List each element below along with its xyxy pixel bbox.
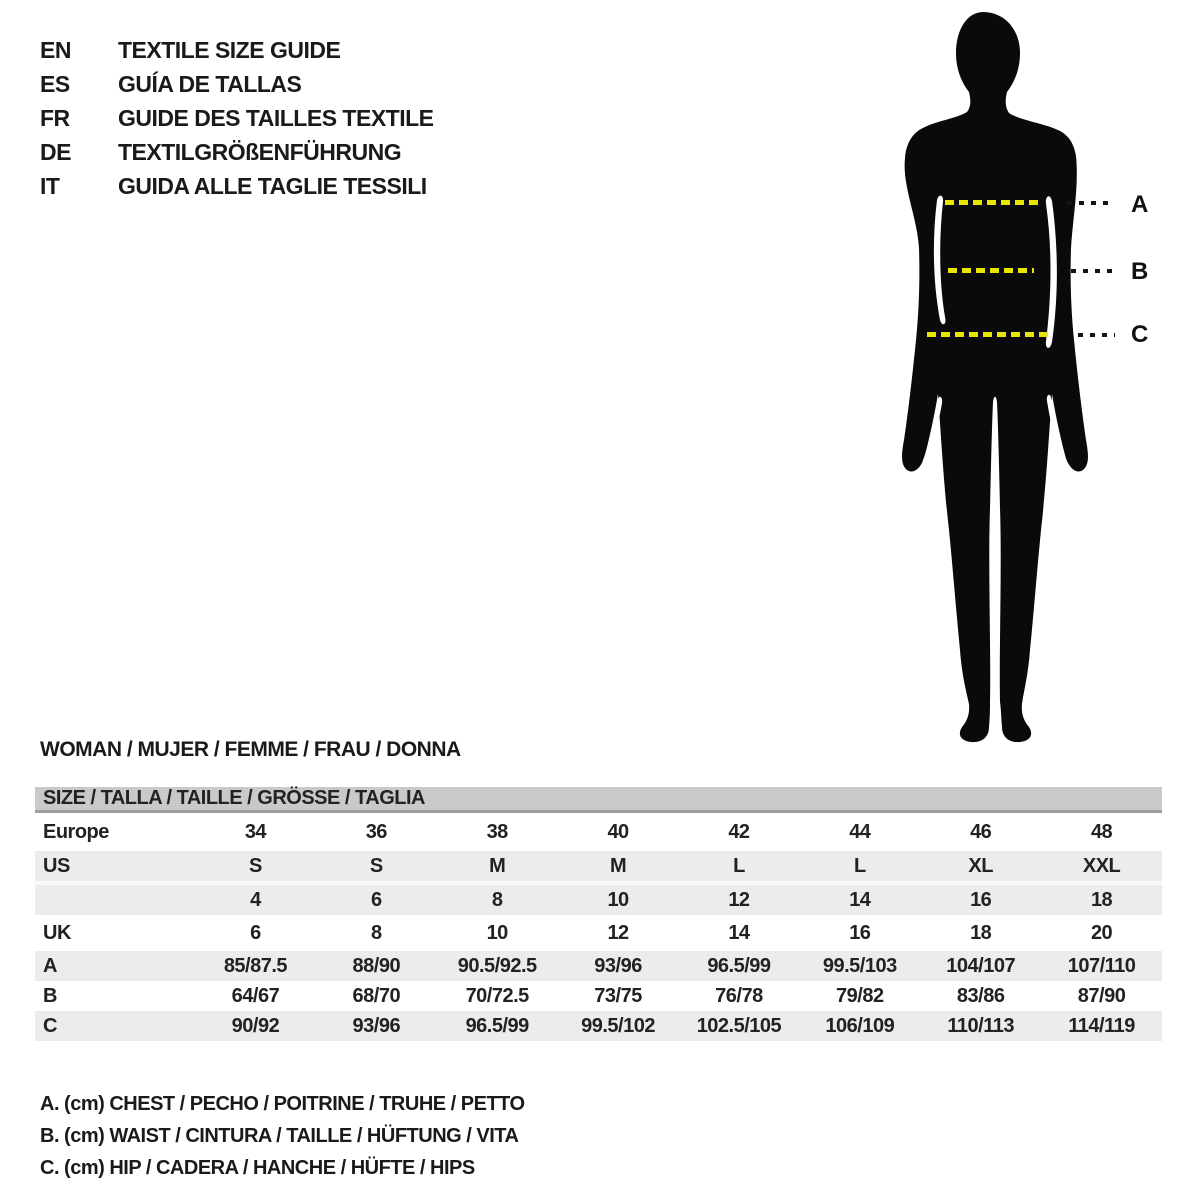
- size-cell: 6: [195, 915, 316, 951]
- section-title: WOMAN / MUJER / FEMME / FRAU / DONNA: [40, 738, 461, 761]
- lang-title: GUIDA ALLE TAGLIE TESSILI: [118, 172, 427, 199]
- size-cell: S: [195, 851, 316, 885]
- silhouette-body: [902, 12, 1088, 742]
- size-cell: 8: [316, 915, 437, 951]
- row-label: UK: [35, 915, 195, 951]
- size-cell: 20: [1041, 915, 1162, 951]
- measure-legend: [40, 1093, 525, 1189]
- size-cell: 38: [437, 814, 558, 851]
- size-cell: 6: [316, 885, 437, 915]
- size-cell: 8: [437, 885, 558, 915]
- woman-silhouette: [893, 8, 1123, 743]
- legend-chest: A. (cm) CHEST / PECHO / POITRINE / TRUHE / PETTO: [40, 1093, 525, 1115]
- size-cell: 68/70: [316, 981, 437, 1011]
- chest-letter: A: [1131, 191, 1149, 218]
- size-cell: 79/82: [799, 981, 920, 1011]
- size-cell: XXL: [1041, 851, 1162, 885]
- table-header: SIZE / TALLA / TAILLE / GRÖSSE / TAGLIA: [35, 787, 1162, 813]
- table-row-chest: [35, 951, 1162, 981]
- size-cell: 96.5/99: [679, 951, 800, 981]
- lang-title: GUÍA DE TALLAS: [118, 70, 302, 97]
- size-cell: 16: [799, 915, 920, 951]
- size-cell: 99.5/102: [558, 1011, 679, 1041]
- size-cell: 46: [920, 814, 1041, 851]
- size-cell: 44: [799, 814, 920, 851]
- size-cell: 40: [558, 814, 679, 851]
- hip-pointer-line: [1078, 333, 1115, 337]
- size-cell: 14: [679, 915, 800, 951]
- size-cell: XL: [920, 851, 1041, 885]
- lang-code: ES: [40, 70, 70, 97]
- size-cell: 42: [679, 814, 800, 851]
- size-cell: 73/75: [558, 981, 679, 1011]
- lang-code: IT: [40, 172, 60, 199]
- size-cell: 87/90: [1041, 981, 1162, 1011]
- size-cell: M: [437, 851, 558, 885]
- waist-pointer-line: [1071, 269, 1115, 273]
- row-label: [35, 885, 195, 915]
- table-row-us-number: [35, 885, 1162, 915]
- size-cell: 36: [316, 814, 437, 851]
- row-label: US: [35, 851, 195, 885]
- size-cell: 99.5/103: [799, 951, 920, 981]
- size-cell: 12: [679, 885, 800, 915]
- row-label: B: [35, 981, 195, 1011]
- lang-row-es: [40, 67, 434, 101]
- size-cell: 107/110: [1041, 951, 1162, 981]
- size-cell: 106/109: [799, 1011, 920, 1041]
- size-cell: 18: [1041, 885, 1162, 915]
- row-label: Europe: [35, 814, 195, 851]
- legend-hip: C. (cm) HIP / CADERA / HANCHE / HÜFTE / HIPS: [40, 1157, 475, 1179]
- size-cell: 10: [558, 885, 679, 915]
- hip-letter: C: [1131, 321, 1149, 348]
- lang-title: TEXTILE SIZE GUIDE: [118, 36, 341, 63]
- table-row-hip: [35, 1011, 1162, 1041]
- table-row-us-letter: [35, 851, 1162, 885]
- size-cell: 110/113: [920, 1011, 1041, 1041]
- table-row-waist: [35, 981, 1162, 1011]
- size-cell: 18: [920, 915, 1041, 951]
- lang-code: DE: [40, 138, 71, 165]
- size-cell: 93/96: [558, 951, 679, 981]
- lang-title: GUIDE DES TAILLES TEXTILE: [118, 104, 434, 131]
- size-cell: 96.5/99: [437, 1011, 558, 1041]
- size-table: [35, 814, 1162, 1041]
- size-cell: 104/107: [920, 951, 1041, 981]
- size-cell: 88/90: [316, 951, 437, 981]
- lang-row-en: [40, 33, 434, 67]
- size-cell: 48: [1041, 814, 1162, 851]
- size-cell: 70/72.5: [437, 981, 558, 1011]
- size-cell: 16: [920, 885, 1041, 915]
- language-title-list: [40, 33, 434, 203]
- size-cell: 76/78: [679, 981, 800, 1011]
- waist-letter: B: [1131, 258, 1149, 285]
- size-cell: 10: [437, 915, 558, 951]
- lang-title: TEXTILGRÖßENFÜHRUNG: [118, 138, 402, 165]
- size-cell: 12: [558, 915, 679, 951]
- lang-code: FR: [40, 104, 70, 131]
- waist-measure-line: [948, 268, 1034, 273]
- chest-measure-line: [945, 200, 1041, 205]
- table-row-europe: [35, 814, 1162, 851]
- size-cell: 85/87.5: [195, 951, 316, 981]
- row-label: C: [35, 1011, 195, 1041]
- legend-waist: B. (cm) WAIST / CINTURA / TAILLE / HÜFTUNG / VITA: [40, 1125, 519, 1147]
- size-cell: 34: [195, 814, 316, 851]
- size-cell: S: [316, 851, 437, 885]
- hip-measure-line: [927, 332, 1048, 337]
- size-cell: 114/119: [1041, 1011, 1162, 1041]
- size-cell: 90/92: [195, 1011, 316, 1041]
- size-cell: 14: [799, 885, 920, 915]
- table-row-uk: [35, 915, 1162, 951]
- size-cell: 90.5/92.5: [437, 951, 558, 981]
- size-cell: L: [679, 851, 800, 885]
- size-cell: 83/86: [920, 981, 1041, 1011]
- size-cell: 102.5/105: [679, 1011, 800, 1041]
- lang-code: EN: [40, 36, 71, 63]
- size-cell: 4: [195, 885, 316, 915]
- lang-row-de: [40, 135, 434, 169]
- size-cell: L: [799, 851, 920, 885]
- size-cell: 93/96: [316, 1011, 437, 1041]
- row-label: A: [35, 951, 195, 981]
- lang-row-fr: [40, 101, 434, 135]
- size-cell: 64/67: [195, 981, 316, 1011]
- chest-pointer-line: [1067, 201, 1115, 205]
- size-cell: M: [558, 851, 679, 885]
- lang-row-it: [40, 169, 434, 203]
